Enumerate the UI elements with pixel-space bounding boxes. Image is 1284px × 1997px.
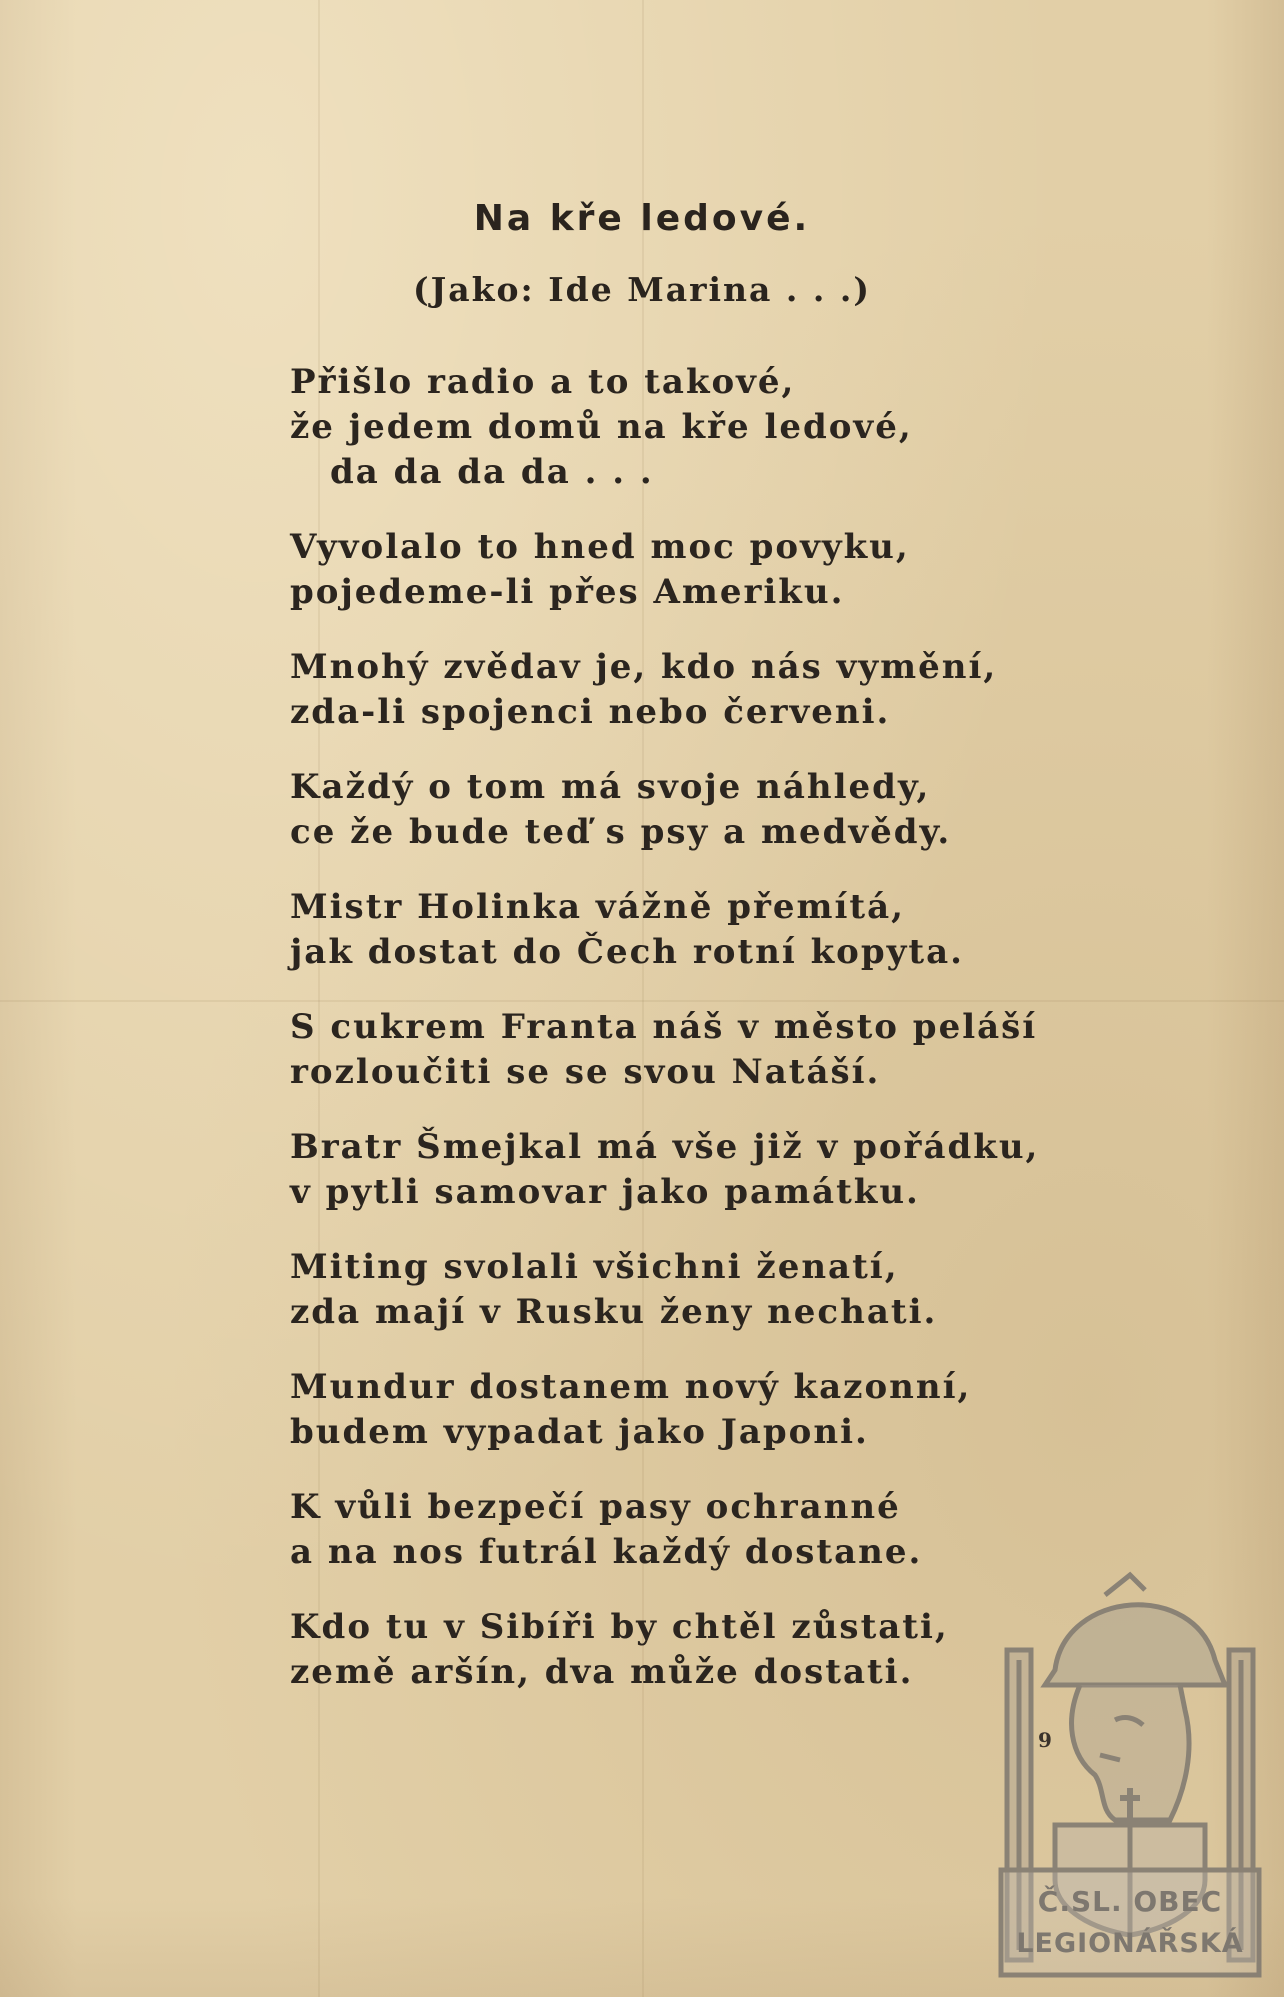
poem-line: ce že bude teď s psy a medvědy. xyxy=(290,812,952,852)
stanza xyxy=(290,1365,1070,1455)
emblem-text-line2: LEGIONÁŘSKÁ xyxy=(1016,1928,1244,1959)
stanza xyxy=(290,1005,1070,1095)
stanza xyxy=(290,360,1070,495)
stanza xyxy=(290,1245,1070,1335)
poem-line: S cukrem Franta náš v město peláší xyxy=(290,1007,1038,1047)
poem-line: Mundur dostanem nový kazonní, xyxy=(290,1367,972,1407)
poem-line: země aršín, dva může dostati. xyxy=(290,1652,914,1692)
poem-line: zda mají v Rusku ženy nechati. xyxy=(290,1292,938,1332)
emblem-text-line1: Č.SL. OBEC xyxy=(1037,1885,1223,1918)
page-number: 9 xyxy=(1038,1728,1052,1752)
legionnaire-emblem-icon xyxy=(995,1550,1265,1980)
poem-line: Každý o tom má svoje náhledy, xyxy=(290,767,931,807)
poem-subtitle: (Jako: Ide Marina . . .) xyxy=(413,270,871,309)
poem-line: pojedeme-li přes Ameriku. xyxy=(290,572,845,612)
poem-line: Bratr Šmejkal má vše již v pořádku, xyxy=(290,1127,1040,1167)
poem-line: Miting svolali všichni ženatí, xyxy=(290,1247,899,1287)
poem-line: zda-li spojenci nebo červeni. xyxy=(290,692,891,732)
poem-line: budem vypadat jako Japoni. xyxy=(290,1412,869,1452)
stanza xyxy=(290,1485,1070,1575)
poem-line: Mistr Holinka vážně přemítá, xyxy=(290,887,905,927)
poem-line: rozloučiti se se svou Natáší. xyxy=(290,1052,881,1092)
poem-line: Kdo tu v Sibíři by chtěl zůstati, xyxy=(290,1607,949,1647)
stanza xyxy=(290,1605,1070,1695)
stanza xyxy=(290,885,1070,975)
poem-title: Na kře ledové. xyxy=(473,198,811,239)
poem-line: a na nos futrál každý dostane. xyxy=(290,1532,923,1572)
poem-line: že jedem domů na kře ledové, xyxy=(290,407,913,447)
poem-body xyxy=(290,360,1070,1725)
stanza xyxy=(290,645,1070,735)
stanza xyxy=(290,525,1070,615)
poem-line: Vyvolalo to hned moc povyku, xyxy=(290,527,910,567)
poem-line: v pytli samovar jako památku. xyxy=(290,1172,920,1212)
poem-line: Mnohý zvědav je, kdo nás vymění, xyxy=(290,647,998,687)
stanza xyxy=(290,1125,1070,1215)
poem-line: K vůli bezpečí pasy ochranné xyxy=(290,1487,901,1527)
poem-line: jak dostat do Čech rotní kopyta. xyxy=(290,932,964,972)
poem-line: da da da da . . . xyxy=(330,452,654,492)
poem-line: Přišlo radio a to takové, xyxy=(290,362,796,402)
stanza xyxy=(290,765,1070,855)
